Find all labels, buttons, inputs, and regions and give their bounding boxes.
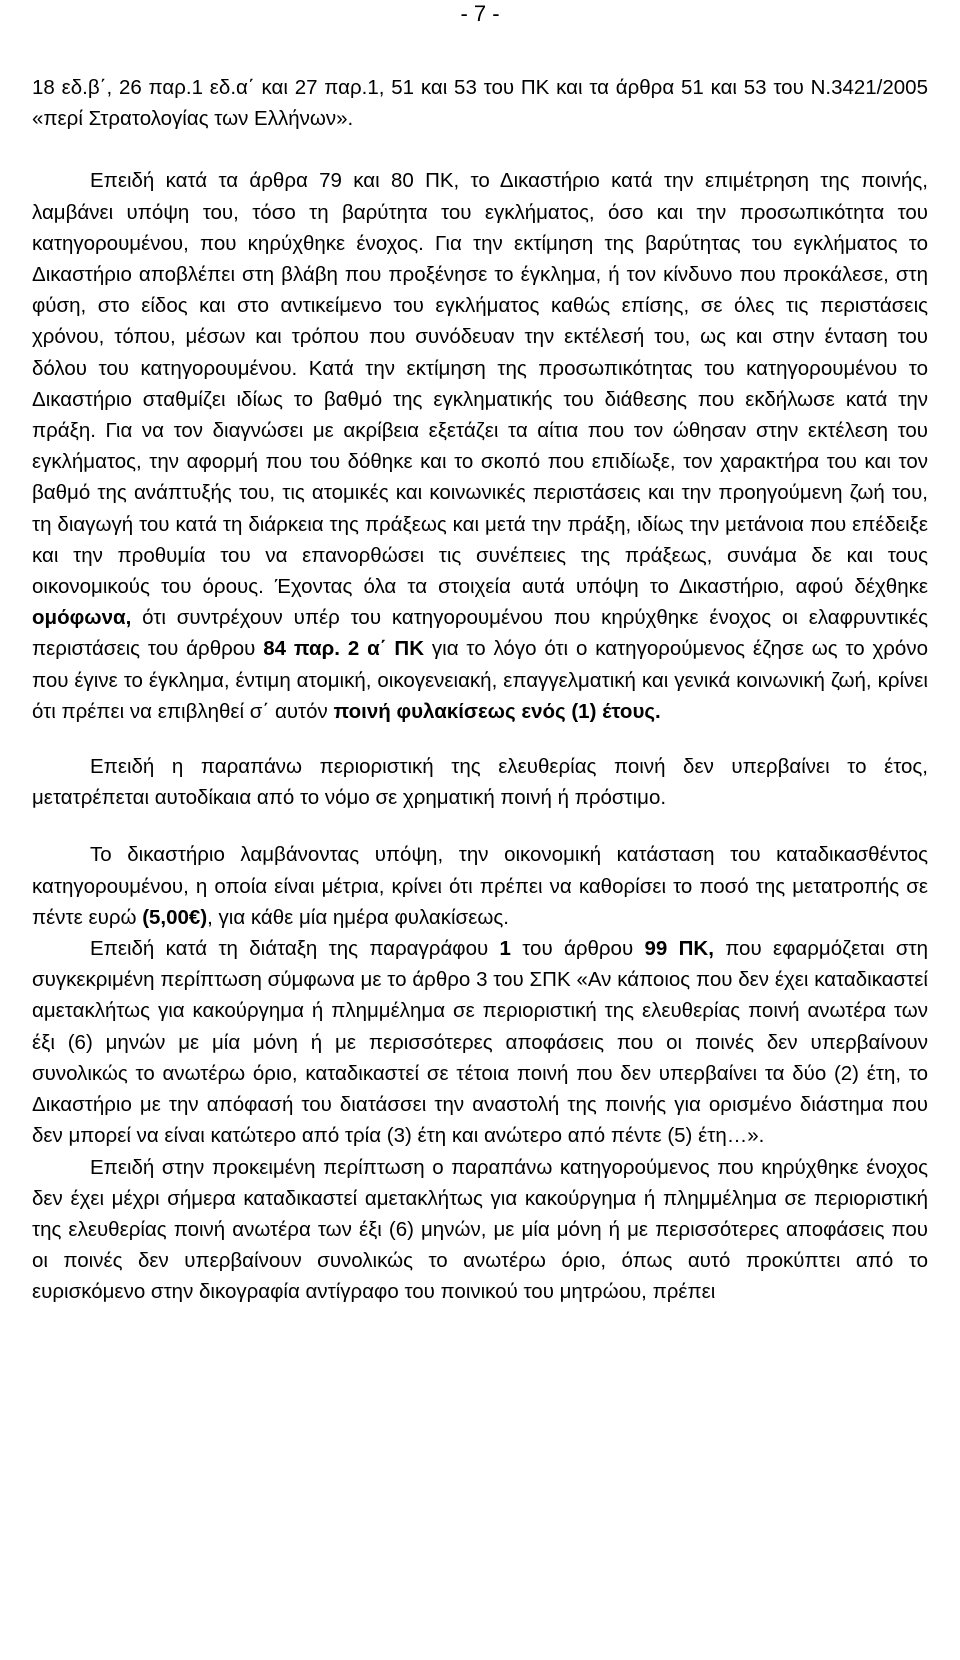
paragraph-text: , για κάθε μία ημέρα φυλακίσεως. — [207, 905, 509, 929]
paragraph-text: Επειδή κατά τη διάταξη της παραγράφου — [90, 937, 500, 961]
paragraph-text: του άρθρου — [510, 937, 645, 961]
paragraph-suspension-law — [32, 933, 928, 1151]
bold-unanimous: ομόφωνα, — [32, 606, 132, 630]
paragraph-text: Επειδή κατά τα άρθρα 79 και 80 ΠΚ, το Δικαστήριο κατά την επιμέτρηση της ποινής, λαμβάνει υπόψη του, τόσο τη βαρύτητα του εγκλήματος, όσο και την προσωπικότητα του κατηγορουμένου, που κηρύχθηκε ένοχος. Για την εκτίμηση της βαρύτητας του εγκλήματος το Δικαστήριο αποβλέπει στη βλάβη που προξένησε το έγκλημα, ή τον κίνδυνο που προκάλεσε, στη φύση, στο είδος και στο αντικείμενο του εγκλήματος καθώς επίσης, σε όλες τις περιστάσεις χρόνου, τόπου, μέσων και τρόπου που συνόδευαν την εκτέλεσή του, ως και στην ένταση του δόλου του κατηγορουμένου. Κατά την εκτίμηση της προσωπικότητας του κατηγορουμένου το Δικαστήριο σταθμίζει ιδίως το βαθμό της εγκληματικής του διάθεσης που εκδήλωσε κατά την πράξη. Για να τον διαγνώσει με ακρίβεια εξετάζει τα αίτια που τον ώθησαν στην εκτέλεση του εγκλήματος, την αφορμή που του δόθηκε και το σκοπό που επιδίωξε, τον χαρακτήρα του και τον βαθμό της ανάπτυξής του, τις ατομικές και κοινωνικές περιστάσεις και την προηγούμενη ζωή του, τη διαγωγή του κατά τη διάρκεια της πράξεως και μετά την πράξη, ιδίως την μετάνοια που επέδειξε και την προθυμία του να επανορθώσει τις συνέπειες της πράξεως, συνάμα δε και τους οικονομικούς του όρους. Έχοντας όλα τα στοιχεία αυτά υπόψη το Δικαστήριο, αφού δέχθηκε — [32, 169, 928, 599]
document-body — [32, 72, 928, 1308]
bold-paragraph-number: 1 — [499, 937, 511, 961]
bold-sentence: ποινή φυλακίσεως ενός (1) έτους. — [333, 699, 661, 723]
paragraph-text: που εφαρμόζεται στη συγκεκριμένη περίπτωση σύμφωνα με το άρθρο 3 του ΣΠΚ «Αν κάποιος που δεν έχει καταδικαστεί αμετακλήτως για κακούργημα ή πλημμέλημα σε περιοριστική της ελευθερίας ποινή ανωτέρα των έξι (6) μηνών με μία μόνη ή με περισσότερες αποφάσεις που οι ποινές δεν υπερβαίνουν συνολικώς το ανωτέρω όριο, καταδικαστεί σε τέτοια ποινή που δεν υπερβαίνει τα δύο (2) έτη, το Δικαστήριο με την απόφασή του διατάσσει την αναστολή της ποινής για ορισμένο διάστημα που δεν μπορεί να είναι κατώτερο από τρία (3) έτη και ανώτερο από πέντε (5) έτη…». — [32, 937, 928, 1148]
bold-article-reference: 84 παρ. 2 α΄ ΠΚ — [263, 637, 425, 661]
paragraph-conversion — [32, 751, 928, 813]
page-number: - 7 - — [460, 1, 500, 26]
paragraph-text: Το δικαστήριο λαμβάνοντας υπόψη, την οικονομική κατάσταση του καταδικασθέντος κατηγορουμένου, η οποία είναι μέτρια, κρίνει ότι πρέπει να καθορίσει το ποσό της μετατροπής σε πέντε ευρώ — [32, 843, 928, 929]
paragraph-text: Επειδή στην προκειμένη περίπτωση ο παραπάνω κατηγορούμενος που κηρύχθηκε ένοχος δεν έχει μέχρι σήμερα καταδικαστεί αμετακλήτως για κακούργημα ή πλημμέλημα σε περιοριστική της ελευθερίας ποινή ανωτέρα των έξι (6) μηνών, με μία μόνη ή με περισσότερες αποφάσεις που οι ποινές δεν υπερβαίνουν συνολικώς το ανωτέρω όριο, όπως αυτό προκύπτει από το ευρισκόμενο στην δικογραφία αντίγραφο του ποινικού του μητρώου, πρέπει — [32, 1155, 928, 1304]
paragraph-legal-references — [32, 72, 928, 134]
paragraph-text: ότι συντρέχουν υπέρ του κατηγορουμένου που κηρύχθηκε ένοχος οι ελαφρυντικές περιστάσεις του άρθρου — [32, 606, 928, 661]
paragraph-text: για το λόγο ότι ο κατηγορούμενος έζησε ως το χρόνο που έγινε το έγκλημα, έντιμη ατομική, οικογενειακή, επαγγελματική και γενικά κοινωνική ζωή, κρίνει ότι πρέπει να επιβληθεί σ΄ αυτόν — [32, 637, 928, 723]
bold-article-number: 99 ΠΚ, — [644, 937, 714, 961]
paragraph-sentence-assessment — [32, 165, 928, 727]
paragraph-text: Επειδή η παραπάνω περιοριστική της ελευθερίας ποινή δεν υπερβαίνει το έτος, μετατρέπεται αυτοδίκαια από το νόμο σε χρηματική ποινή ή πρόστιμο. — [32, 755, 928, 810]
bold-amount: (5,00€) — [142, 905, 208, 929]
paragraph-conversion-amount — [32, 839, 928, 933]
paragraph-text: 18 εδ.β΄, 26 παρ.1 εδ.α΄ και 27 παρ.1, 51 και 53 του ΠΚ και τα άρθρα 51 και 53 του Ν.3421/2005 «περί Στρατολογίας των Ελλήνων». — [32, 76, 928, 131]
paragraph-suspension-applied — [32, 1152, 928, 1308]
